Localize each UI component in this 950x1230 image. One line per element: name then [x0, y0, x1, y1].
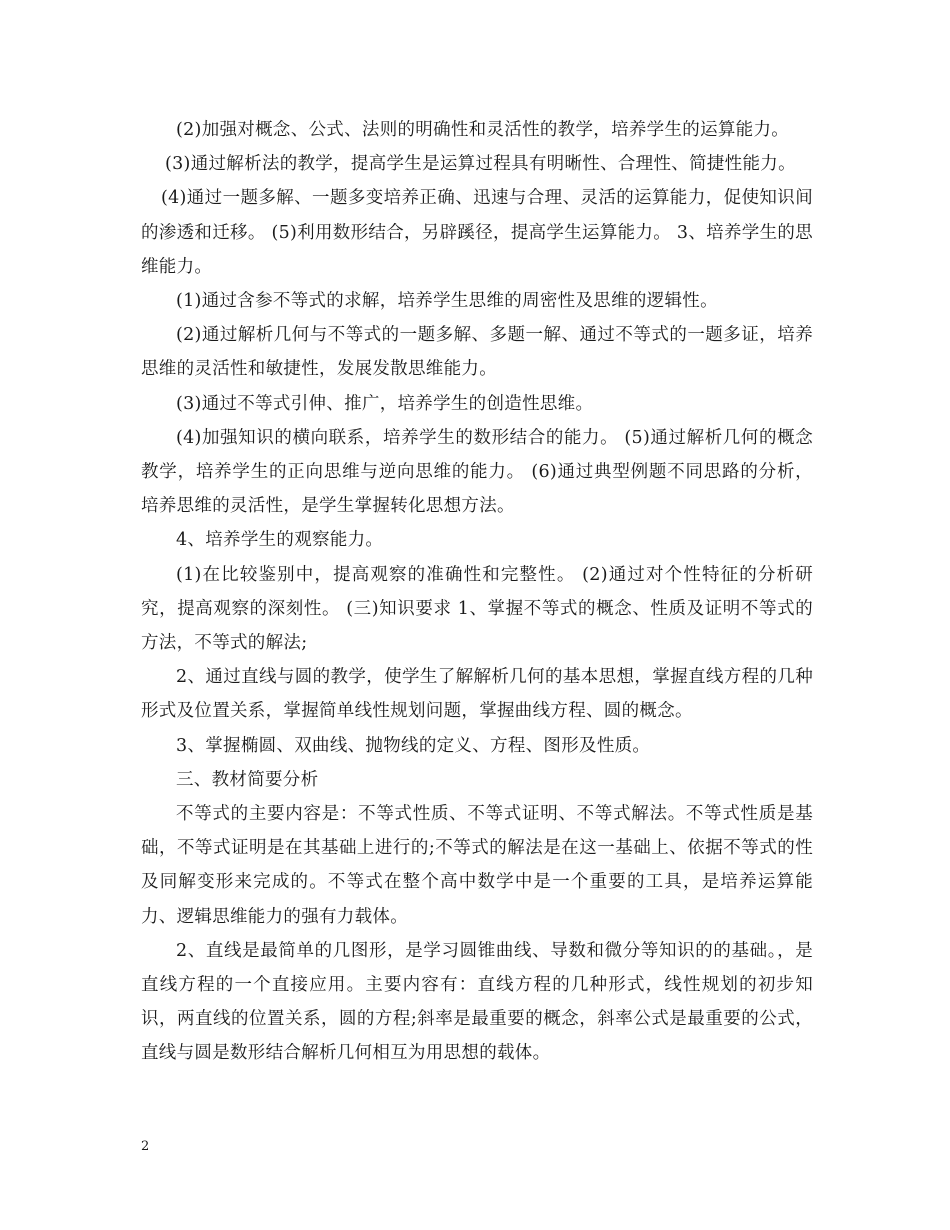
- paragraph: (1)通过含参不等式的求解，培养学生思维的周密性及思维的逻辑性。: [176, 291, 718, 312]
- paragraph: 4、培养学生的观察能力。: [176, 530, 384, 551]
- paragraph: (3)通过解析法的教学，提高学生是运算过程具有明晰性、合理性、简捷性能力。: [165, 154, 796, 175]
- paragraph: (4)通过一题多解、一题多变培养正确、迅速与合理、灵活的运算能力，促使知识间的渗透和迁移。 (5)利用数形结合，另辟蹊径，提高学生运算能力。 3、培养学生的思维能力。: [141, 188, 813, 277]
- paragraph: 3、掌握椭圆、双曲线、抛物线的定义、方程、图形及性质。: [176, 735, 651, 756]
- document-body: [141, 113, 813, 1071]
- paragraph: (2)加强对概念、公式、法则的明确性和灵活性的教学，培养学生的运算能力。: [176, 120, 790, 140]
- paragraph: 2、直线是最简单的几图形，是学习圆锥曲线、导数和微分等知识的的基础。，是直线方程的一个直接应用。主要内容有：直线方程的几种形式，线性规划的初步知识，两直线的位置关系，圆的方程;斜率是最重要的概念，斜率公式是最重要的公式，直线与圆是数形结合解析几何相互为用思想的载体。: [141, 940, 813, 1064]
- paragraph: (1)在比较鉴别中，提高观察的准确性和完整性。 (2)通过对个性特征的分析研究，提高观察的深刻性。 (三)知识要求 1、掌握不等式的概念、性质及证明不等式的方法，不等式的解法;: [141, 564, 813, 654]
- page-number: 2: [141, 1139, 150, 1154]
- paragraph: 不等式的主要内容是：不等式性质、不等式证明、不等式解法。不等式性质是基础，不等式证明是在其基础上进行的;不等式的解法是在这一基础上、依据不等式的性及同解变形来完成的。不等式在整个高中数学中是一个重要的工具，是培养运算能力、逻辑思维能力的强有力载体。: [141, 804, 813, 927]
- section-heading: 三、教材简要分析: [176, 769, 319, 790]
- paragraph: (3)通过不等式引伸、推广，培养学生的创造性思维。: [176, 393, 594, 414]
- paragraph: (2)通过解析几何与不等式的一题多解、多题一解、通过不等式的一题多证，培养思维的灵活性和敏捷性，发展发散思维能力。: [141, 325, 813, 380]
- paragraph: 2、通过直线与圆的教学，使学生了解解析几何的基本思想，掌握直线方程的几种形式及位置关系，掌握简单线性规划问题，掌握曲线方程、圆的概念。: [141, 667, 813, 722]
- paragraph: (4)加强知识的横向联系，培养学生的数形结合的能力。 (5)通过解析几何的概念教学，培养学生的正向思维与逆向思维的能力。 (6)通过典型例题不同思路的分析，培养思维的灵活性，是学生掌握转化思想方法。: [141, 427, 813, 517]
